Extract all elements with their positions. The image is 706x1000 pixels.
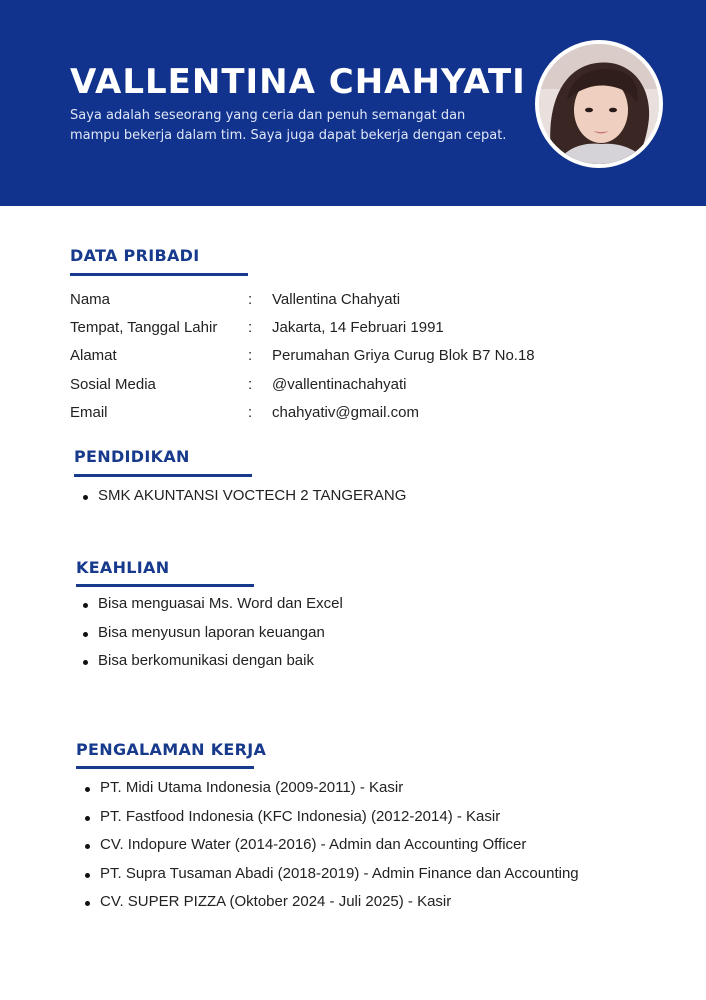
info-label: Sosial Media: [70, 376, 156, 393]
bullet-icon: [85, 816, 90, 821]
section-title-skills: KEAHLIAN: [76, 558, 170, 577]
info-separator: :: [248, 404, 253, 421]
section-rule-personal: [70, 273, 248, 276]
tagline: Saya adalah seseorang yang ceria dan penuh semangat dan mampu bekerja dalam tim. Saya juga dapat bekerja dengan cepat.: [70, 108, 507, 143]
info-value: Perumahan Griya Curug Blok B7 No.18: [272, 347, 535, 364]
info-separator: :: [248, 291, 253, 308]
bullet-icon: [85, 901, 90, 906]
info-value: Vallentina Chahyati: [272, 291, 401, 308]
section-title-personal: DATA PRIBADI: [70, 246, 200, 265]
info-label: Alamat: [70, 347, 117, 364]
info-label: Email: [70, 404, 108, 421]
info-separator: :: [248, 376, 253, 393]
info-label: Tempat, Tanggal Lahir: [70, 319, 218, 336]
info-value: chahyativ@gmail.com: [272, 404, 419, 421]
info-label: Nama: [70, 291, 111, 308]
bullet-icon: [83, 495, 88, 500]
info-value: Jakarta, 14 Februari 1991: [272, 319, 444, 336]
info-separator: :: [248, 347, 253, 364]
section-title-experience: PENGALAMAN KERJA: [76, 740, 267, 759]
bullet-icon: [83, 632, 88, 637]
bullet-icon: [85, 787, 90, 792]
bullet-icon: [85, 873, 90, 878]
bullet-icon: [83, 603, 88, 608]
section-rule-experience: [76, 766, 254, 769]
section-title-education: PENDIDIKAN: [74, 447, 190, 466]
info-value: @vallentinachahyati: [272, 376, 407, 393]
portrait-image: [539, 44, 659, 164]
profile-photo: [535, 40, 663, 168]
bullet-icon: [85, 844, 90, 849]
person-name: VALLENTINA CHAHYATI: [70, 62, 526, 102]
bullet-icon: [83, 660, 88, 665]
section-rule-skills: [76, 584, 254, 587]
info-separator: :: [248, 319, 253, 336]
header-banner: [0, 0, 706, 206]
section-rule-education: [74, 474, 252, 477]
